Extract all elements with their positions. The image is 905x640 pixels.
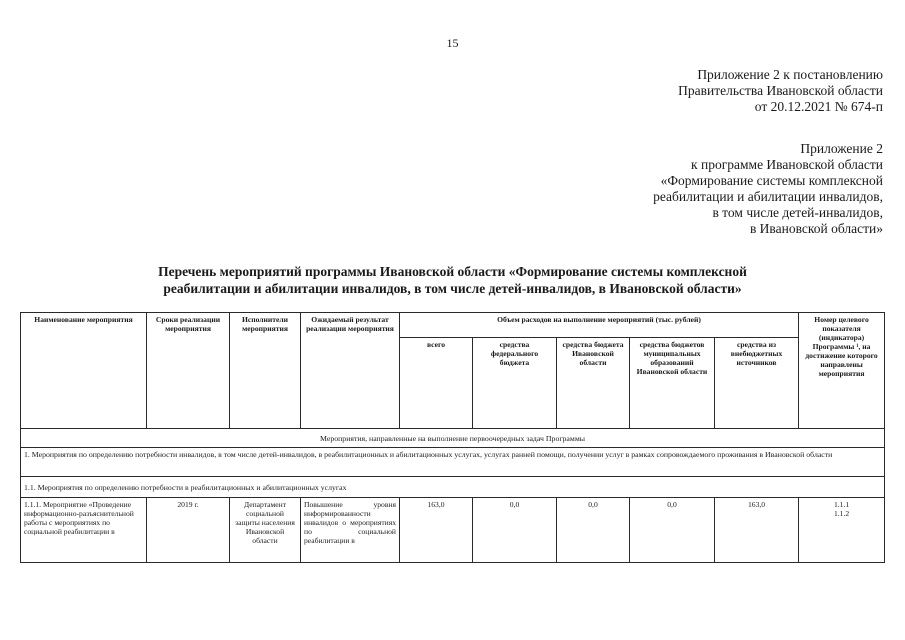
subtask-title: 1.1. Мероприятия по определению потребности в реабилитационных и абилитационных услугах (21, 477, 885, 498)
cell-regional: 0,0 (557, 498, 630, 563)
header-municipal: средства бюджетов муниципальных образований Ивановской области (630, 338, 715, 429)
measures-table-wrapper (20, 312, 884, 563)
approval-program-block (653, 141, 883, 237)
cell-executors: Департамент социальной защиты населения Ивановской области (230, 498, 301, 563)
cell-extrabudget: 163,0 (715, 498, 799, 563)
approval-program-line: Приложение 2 (800, 141, 883, 156)
task-row (21, 448, 885, 477)
approval-decree-line: Правительства Ивановской области (678, 83, 883, 98)
approval-program-line: «Формирование системы комплексной (660, 173, 883, 188)
approval-program-line: в том числе детей-инвалидов, (712, 205, 883, 220)
cell-terms: 2019 г. (147, 498, 230, 563)
approval-decree-block (678, 67, 883, 115)
approval-decree-line: от 20.12.2021 № 674-п (754, 99, 883, 114)
header-federal: средства федерального бюджета (473, 338, 557, 429)
cell-total: 163,0 (400, 498, 473, 563)
cell-indicator (799, 498, 885, 563)
task-title: 1. Мероприятия по определению потребности инвалидов, в том числе детей-инвалидов, в реабилитационных и абилитационных услугах, услугах ранней помощи, получении услуг в рамках сопровождаемого проживания в Ивановской области (21, 448, 885, 477)
title-line: реабилитации и абилитации инвалидов, в том числе детей-инвалидов, в Ивановской области» (163, 281, 742, 296)
section-title: Мероприятия, направленные на выполнение первоочередных задач Программы (21, 429, 885, 448)
header-extrabudget: средства из внебюджетных источников (715, 338, 799, 429)
indicator-code: 1.1.2 (833, 509, 850, 518)
header-total: всего (400, 338, 473, 429)
title-line: Перечень мероприятий программы Ивановской области «Формирование системы комплексной (158, 264, 747, 279)
cell-result: Повышение уровня информированности инвалидов о мероприятиях по социальной реабилитации в (301, 498, 400, 563)
section-row (21, 429, 885, 448)
header-executors: Исполнители мероприятия (230, 313, 301, 429)
approval-program-line: реабилитации и абилитации инвалидов, (653, 189, 883, 204)
header-name: Наименование мероприятия (21, 313, 147, 429)
page-number: 15 (446, 36, 459, 50)
cell-name: 1.1.1. Мероприятие «Проведение информационно-разъяснительной работы с мероприятиях по социальной реабилитации в (21, 498, 147, 563)
header-result: Ожидаемый результат реализации мероприятия (301, 313, 400, 429)
table-row (21, 498, 885, 563)
header-row-1 (21, 313, 885, 338)
header-expenses: Объем расходов на выполнение мероприятий (тыс. рублей) (400, 313, 799, 338)
approval-program-line: к программе Ивановской области (691, 157, 883, 172)
measures-table (20, 312, 885, 563)
approval-decree-line: Приложение 2 к постановлению (697, 67, 883, 82)
indicator-code: 1.1.1 (833, 500, 850, 509)
document-title (0, 263, 905, 297)
subtask-row (21, 477, 885, 498)
header-regional: средства бюджета Ивановской области (557, 338, 630, 429)
approval-program-line: в Ивановской области» (749, 221, 883, 236)
cell-federal: 0,0 (473, 498, 557, 563)
cell-municipal: 0,0 (630, 498, 715, 563)
header-indicator: Номер целевого показателя (индикатора) Программы ¹, на достижение которого направлены мероприятия (799, 313, 885, 429)
header-terms: Сроки реализации мероприятия (147, 313, 230, 429)
